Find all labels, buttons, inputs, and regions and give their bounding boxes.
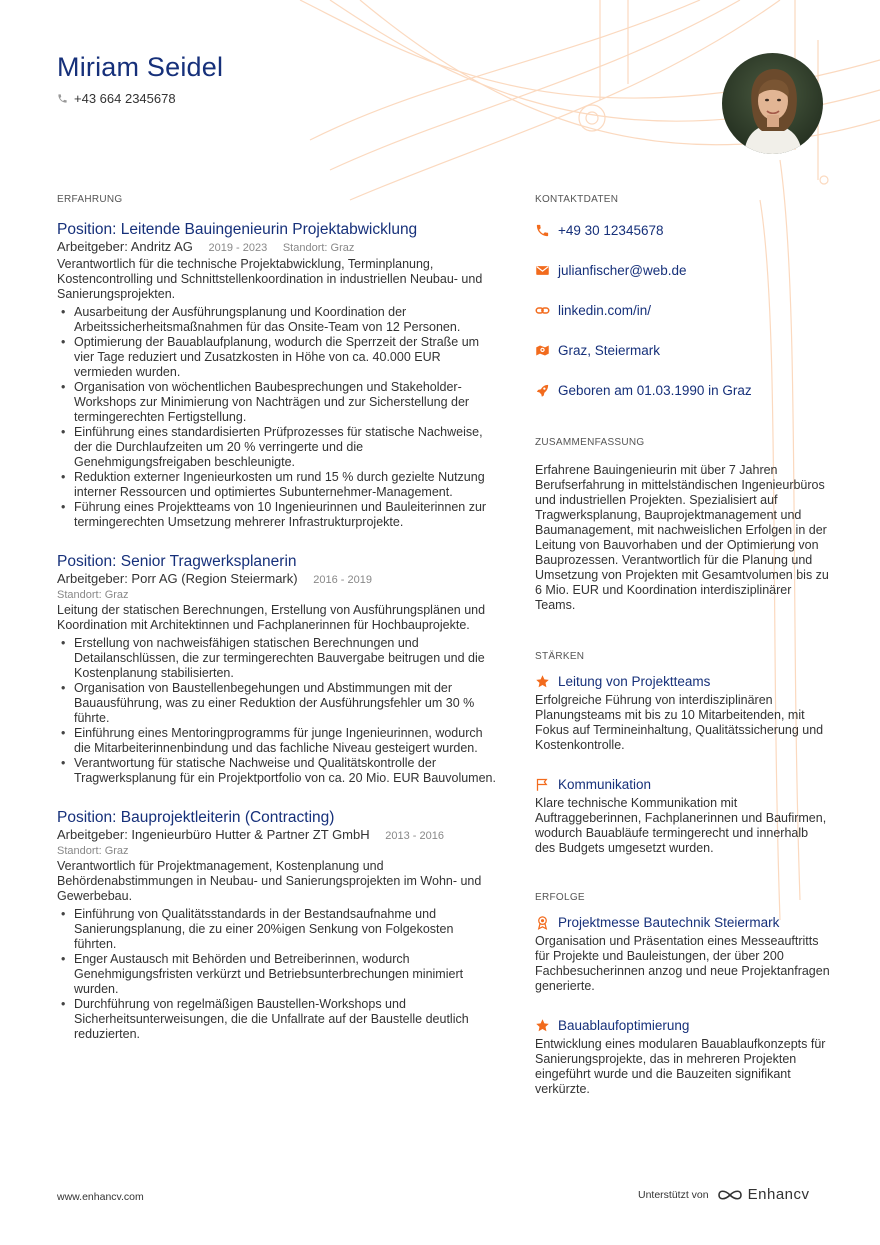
job-meta (57, 827, 497, 844)
job-description: Verantwortlich für Projektmanagement, Kostenplanung und Behördenabstimmungen in Neubau- und Sanierungsprojekten im Wohn- und Gewerbebau. (57, 859, 482, 903)
job-title: Position: Senior Tragwerksplanerin (57, 553, 297, 570)
list-item: • Optimierung der Bauablaufplanung, wodurch die Sperrzeit der Straße um vier Tage reduziert und Zusatzkosten in Höhe von ca. 40.000 EUR vermieden wurden. (57, 335, 497, 380)
list-item: • Erstellung von nachweisfähigen statischen Berechnungen und Detailanschlüssen, die zur termingerechten Bauvergabe beitrugen und die Kostenplanung stabilisierten. (57, 636, 497, 681)
achievement-head (535, 915, 830, 930)
job-dates: 2016 - 2019 (313, 574, 372, 586)
left-column (57, 194, 497, 1042)
star-icon (535, 1018, 550, 1033)
job-employer: Arbeitgeber: Porr AG (Region Steiermark) (57, 571, 298, 586)
achievement-title: Projektmesse Bautechnik Steiermark (558, 915, 780, 930)
contact-location-text: Graz, Steiermark (558, 342, 661, 358)
job-bullets (57, 636, 497, 786)
list-item: • Ausarbeitung der Ausführungsplanung und Koordination der Arbeitssicherheitsmaßnahmen für das Onsite-Team von 12 Personen. (57, 305, 497, 335)
phone-icon (57, 93, 68, 104)
list-item: • Einführung eines standardisierten Prüfprozesses für statische Nachweise, der die Durchlaufzeiten um 20 % verringerte und die Genehmigungsfreigaben beschleunigte. (57, 425, 497, 470)
job-location: Standort: Graz (57, 845, 129, 857)
contact-birth-text: Geboren am 01.03.1990 in Graz (558, 382, 752, 398)
award-icon (535, 915, 550, 930)
strength-title: Kommunikation (558, 777, 652, 792)
achievement-head (535, 1018, 830, 1033)
experience-title: ERFAHRUNG (57, 194, 123, 205)
achievement-desc: Organisation und Präsentation eines Messeauftritts für Projekte und Bauleistungen, der über 200 Fachbesucherinnen anzog und neue Projektanfragen generierte. (535, 934, 830, 993)
list-item: • Organisation von wöchentlichen Baubesprechungen und Stakeholder-Workshops zur Minimierung von Nachträgen und zur Sicherstellung der termingerechten Fertigstellung. (57, 380, 497, 425)
enhancv-logo[interactable] (717, 1186, 810, 1203)
strength-item (535, 674, 830, 753)
job-employer: Arbeitgeber: Andritz AG (57, 239, 193, 254)
achievement-desc: Entwicklung eines modularen Bauablaufkonzepts für Sanierungsprojekte, das in mehreren Projekten eingeführt wurde und die Bauzeiten signifikant verkürzte. (535, 1037, 826, 1096)
job-dates: 2019 - 2023 (208, 242, 268, 254)
phone-icon (535, 223, 550, 238)
achievement-title: Bauablaufoptimierung (558, 1018, 690, 1033)
powered-by-label: Unterstützt von (638, 1188, 709, 1201)
achievement-item (535, 1018, 830, 1097)
achievements-section (535, 892, 830, 1097)
brand-name: Enhancv (747, 1186, 810, 1203)
strength-item (535, 777, 830, 856)
map-icon (535, 343, 550, 358)
job-entry (57, 552, 497, 786)
contact-birth (535, 377, 830, 403)
list-item: • Organisation von Baustellenbegehungen und Abstimmungen mit der Bauausführung, was zu einer Reduktion der Ausführungsfehler um 30 % führte. (57, 681, 497, 726)
header-phone (57, 91, 176, 106)
list-item: • Einführung von Qualitätsstandards in der Bestandsaufnahme und Sanierungsplanung, die zu einer 20%igen Senkung von Folgekosten führten. (57, 907, 497, 952)
list-item: • Enger Austausch mit Behörden und Betreiberinnen, wodurch Genehmigungsfristen verkürzt und Betriebsunterbrechungen minimiert wurden. (57, 952, 497, 997)
contact-title: KONTAKTDATEN (535, 194, 619, 205)
summary-title: ZUSAMMENFASSUNG (535, 437, 645, 448)
candidate-name: Miriam Seidel (57, 52, 224, 82)
rocket-icon (535, 383, 550, 398)
list-item: • Reduktion externer Ingenieurkosten um rund 15 % durch gezielte Nutzung interner Ressourcen und optimiertes Subunternehmer-Management. (57, 470, 497, 500)
list-item: • Verantwortung für statische Nachweise und Qualitätskontrolle der Tragwerksplanung für ein Projektportfolio von ca. 20 Mio. EUR Bauvolumen. (57, 756, 497, 786)
list-item: • Durchführung von regelmäßigen Baustellen-Workshops und Sicherheitsunterweisungen, die die Unfallrate auf der Baustelle deutlich reduzierten. (57, 997, 497, 1042)
contact-list (535, 217, 830, 403)
star-icon (535, 674, 550, 689)
job-dates: 2013 - 2016 (385, 830, 444, 842)
strength-head (535, 777, 830, 792)
footer-website[interactable]: www.enhancv.com (57, 1191, 144, 1203)
contact-email[interactable] (535, 257, 830, 283)
job-location: Standort: Graz (282, 242, 355, 254)
contact-phone-text: +49 30 12345678 (558, 222, 664, 238)
link-icon (535, 303, 550, 318)
job-title: Position: Leitende Bauingenieurin Projektabwicklung (57, 221, 418, 238)
job-meta (57, 571, 497, 588)
footer-brand (638, 1186, 810, 1203)
enhancv-logo-icon (717, 1188, 743, 1202)
header-phone-text: +43 664 2345678 (74, 91, 176, 106)
job-entry (57, 220, 497, 530)
list-item: • Führung eines Projektteams von 10 Ingenieurinnen und Bauleiterinnen zur termingerechten Umsetzung mehrerer Infrastrukturprojekte. (57, 500, 497, 530)
job-bullets (57, 305, 497, 530)
job-employer: Arbeitgeber: Ingenieurbüro Hutter & Partner ZT GmbH (57, 827, 370, 842)
contact-email-text: julianfischer@web.de (558, 262, 687, 278)
achievement-item (535, 915, 830, 994)
strength-head (535, 674, 830, 689)
job-description: Verantwortlich für die technische Projektabwicklung, Terminplanung, Kostencontrolling und Schnittstellenkoordination in industriellen Neubau- und Sanierungsprojekten. (57, 257, 483, 301)
strength-title: Leitung von Projektteams (558, 674, 711, 689)
job-meta (57, 239, 497, 256)
email-icon (535, 263, 550, 278)
contact-phone (535, 217, 830, 243)
contact-linkedin[interactable] (535, 297, 830, 323)
job-description: Leitung der statischen Berechnungen, Erstellung von Ausführungsplänen und Koordination mit Architektinnen und Fachplanerinnen für Hochbauprojekte. (57, 603, 486, 632)
summary-section (535, 437, 830, 613)
list-item: • Einführung eines Mentoringprogramms für junge Ingenieurinnen, wodurch die Mitarbeiterinnenbindung und das fachliche Niveau gesteigert wurden. (57, 726, 497, 756)
strength-desc: Erfolgreiche Führung von interdisziplinären Planungsteams mit bis zu 10 Mitarbeitenden, mit Fokus auf Termineinhaltung, Qualitätssicherung und Kostenkontrolle. (535, 693, 824, 752)
job-title: Position: Bauprojektleiterin (Contracting) (57, 809, 335, 826)
strengths-title: STÄRKEN (535, 651, 585, 662)
achievements-title: ERFOLGE (535, 892, 585, 903)
right-column (535, 194, 830, 1097)
flag-icon (535, 777, 550, 792)
contact-location (535, 337, 830, 363)
strength-desc: Klare technische Kommunikation mit Auftraggeberinnen, Fachplanerinnen und Baufirmen, wodurch Bauabläufe termingerecht und innerhalb des Budgets umgesetzt wurden. (535, 796, 827, 855)
job-bullets (57, 907, 497, 1042)
job-entry (57, 808, 497, 1042)
strengths-section (535, 651, 830, 856)
job-location: Standort: Graz (57, 589, 129, 601)
summary-text: Erfahrene Bauingenieurin mit über 7 Jahren Berufserfahrung in mittelständischen Ingenieurbüros und industriellen Projekten. Spezialisiert auf Tragwerksplanung, Bauprojektmanagement und Baumanagement, mit nachweislichen Erfolgen in der Leitung von Bauvorhaben und der Optimierung von Bauprozessen. Verantwortlich für die Planung und Umsetzung von Projekten mit Gesamtvolumen bis zu 6 Mio. EUR und Koordination interdisziplinärer Teams. (535, 463, 829, 612)
contact-linkedin-text: linkedin.com/in/ (558, 302, 652, 318)
avatar (722, 53, 823, 154)
